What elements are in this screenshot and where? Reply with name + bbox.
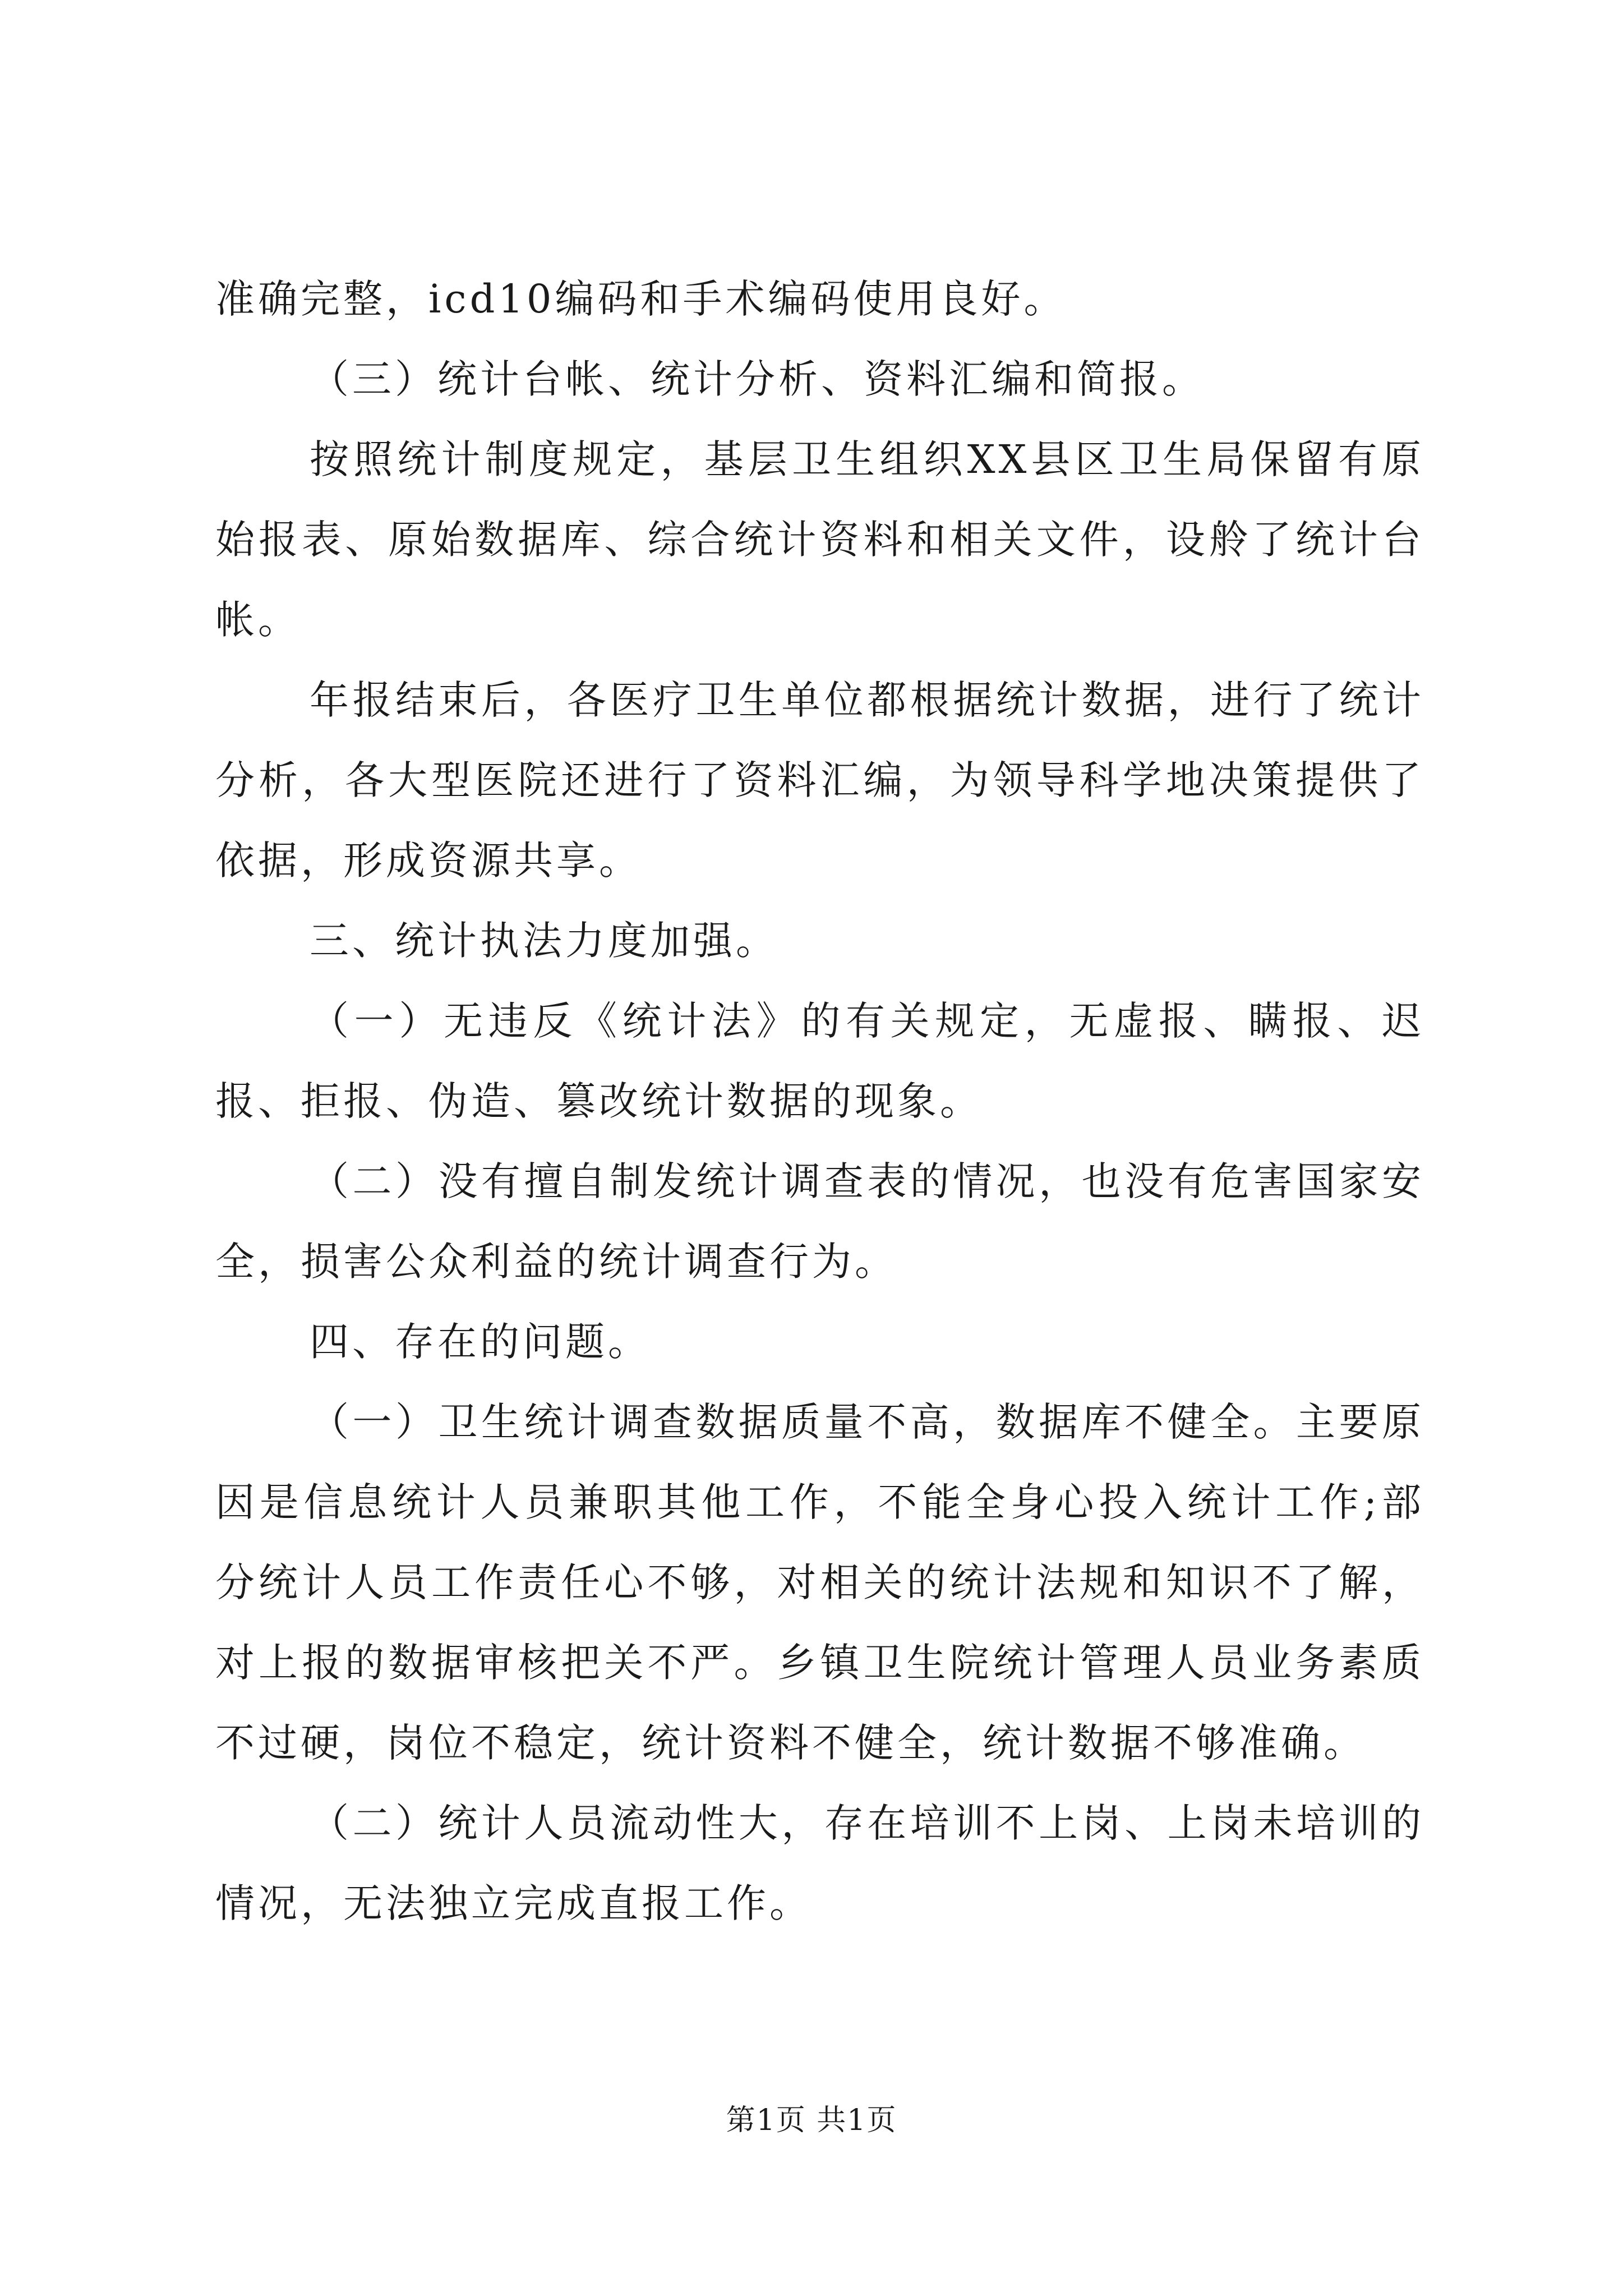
document-body: [215, 259, 1424, 1944]
paragraph-staff-turnover: （二）统计人员流动性大，存在培训不上岗、上岗未培训的情况，无法独立完成直报工作。: [215, 1800, 1424, 1926]
section-heading-3: 三、统计执法力度加强。: [310, 918, 778, 964]
paragraph-annual-report: 年报结束后，各医疗卫生单位都根据统计数据，进行了统计分析，各大型医院还进行了资料汇编，为领导科学地决策提供了依据，形成资源共享。: [215, 677, 1424, 884]
paragraph-no-unauthorized-survey: （二）没有擅自制发统计调查表的情况，也没有危害国家安全，损害公众利益的统计调查行为。: [215, 1158, 1424, 1285]
paragraph-data-quality: （一）卫生统计调查数据质量不高，数据库不健全。主要原因是信息统计人员兼职其他工作，不能全身心投入统计工作;部分统计人员工作责任心不够，对相关的统计法规和知识不了解，对上报的数据审核把关不严。乡镇卫生院统计管理人员业务素质不过硬，岗位不稳定，统计资料不健全，统计数据不够准确。: [215, 1399, 1424, 1766]
section-heading-4: 四、存在的问题。: [310, 1319, 651, 1365]
page-footer: 第1页 共1页: [726, 2104, 897, 2137]
paragraph-statistics-ledger: 按照统计制度规定，基层卫生组织XX县区卫生局保留有原始报表、原始数据库、综合统计资料和相关文件，设舲了统计台帐。: [215, 436, 1424, 643]
paragraph-continuation: 准确完整，icd10编码和手术编码使用良好。: [215, 276, 1067, 322]
paragraph-no-violation: （一）无违反《统计法》的有关规定，无虚报、瞒报、迟报、拒报、伪造、篡改统计数据的现象。: [215, 998, 1424, 1124]
paragraph-subheading-3: （三）统计台帐、统计分析、资料汇编和简报。: [310, 356, 1205, 402]
